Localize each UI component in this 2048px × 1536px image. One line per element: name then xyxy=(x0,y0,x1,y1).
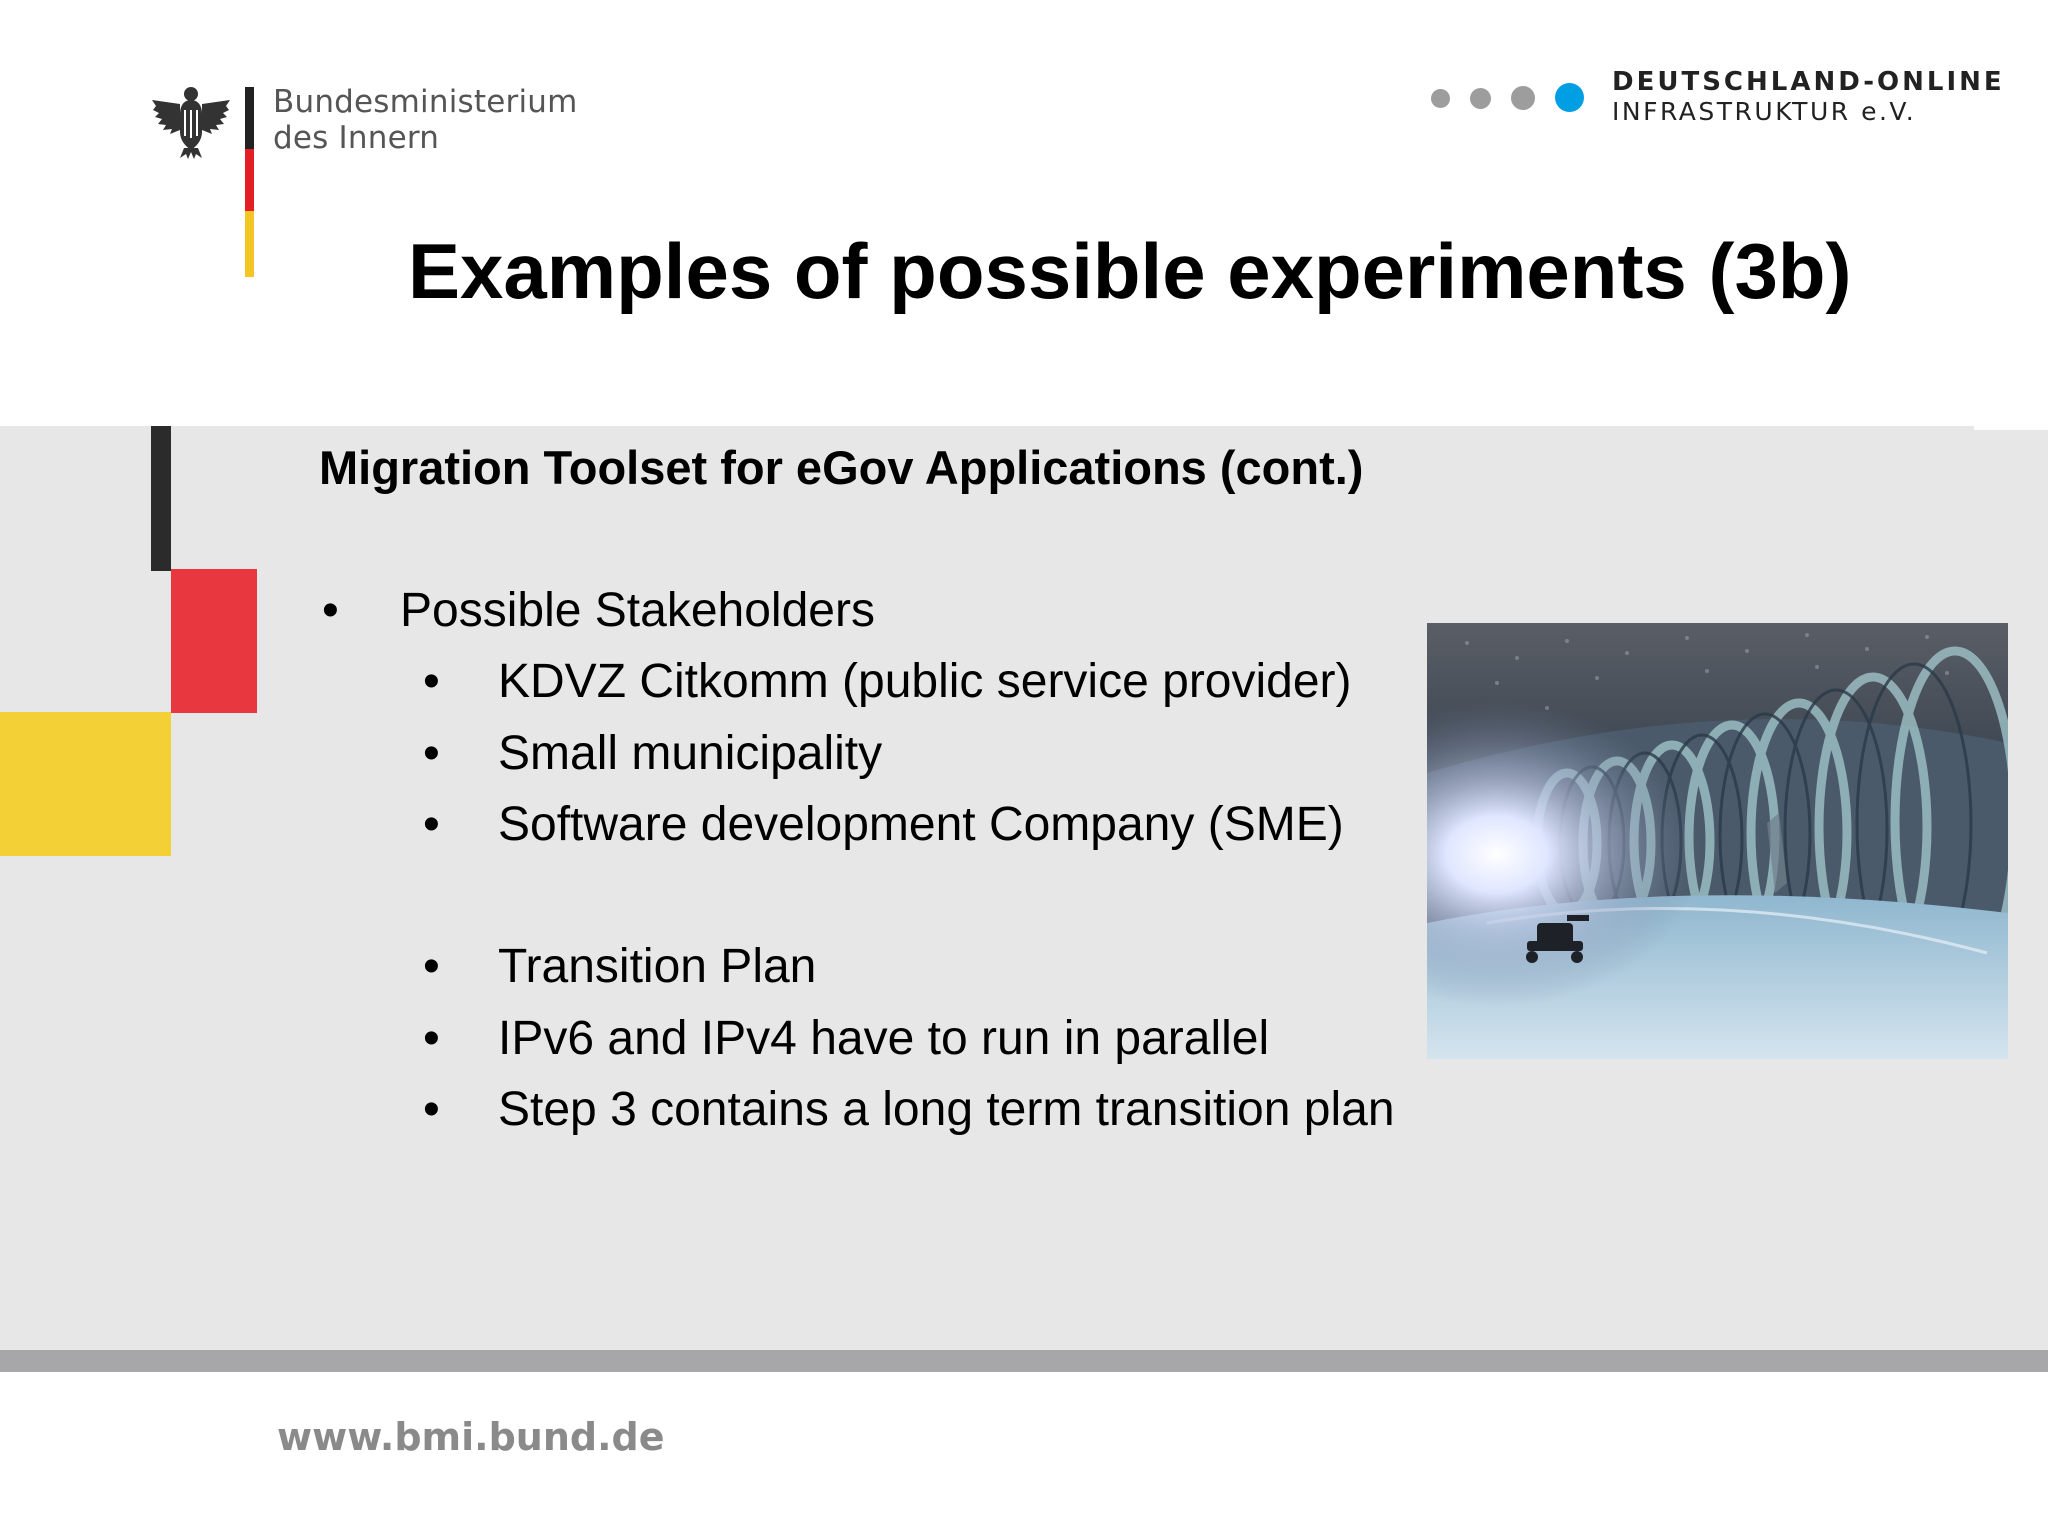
bullet-text: Transition Plan xyxy=(498,940,817,993)
logo-dot-3 xyxy=(1511,86,1535,110)
bullet-marker: • xyxy=(423,727,440,780)
section-subheading: Migration Toolset for eGov Applications (cont.) xyxy=(319,441,1364,494)
bullet-text: IPv6 and IPv4 have to run in parallel xyxy=(498,1012,1270,1065)
flag-stripe-gold xyxy=(245,211,254,277)
ministry-name-line1: Bundesministerium xyxy=(273,84,578,120)
bullet-marker: • xyxy=(423,1083,440,1136)
bullet-text: Software development Company (SME) xyxy=(498,798,1344,851)
bullet-marker: • xyxy=(423,1012,440,1065)
deco-block-black xyxy=(151,426,171,571)
footer-url: www.bmi.bund.de xyxy=(277,1415,665,1459)
deco-block-yellow xyxy=(0,712,171,856)
logo-dot-1 xyxy=(1431,89,1450,108)
bullet-marker: • xyxy=(322,584,339,637)
bullet-marker: • xyxy=(423,940,440,993)
flag-stripe-black xyxy=(245,87,254,149)
logo-dot-4 xyxy=(1555,83,1584,112)
bullet-text: Possible Stakeholders xyxy=(400,584,875,637)
bullet-text: KDVZ Citkomm (public service provider) xyxy=(498,655,1352,708)
federal-eagle-icon xyxy=(150,80,232,160)
flag-stripe-red xyxy=(245,149,254,211)
bullet-text: Small municipality xyxy=(498,727,883,780)
logo-dot-2 xyxy=(1470,88,1491,109)
deco-block-red xyxy=(171,569,257,713)
bullet-marker: • xyxy=(423,655,440,708)
bullet-text: Step 3 contains a long term transition plan xyxy=(498,1083,1395,1136)
bullet-marker: • xyxy=(423,798,440,851)
tunnel-image xyxy=(1427,623,2008,1059)
partner-logo-subtitle: INFRASTRUKTUR e.V. xyxy=(1612,97,1917,126)
partner-logo-title: DEUTSCHLAND-ONLINE xyxy=(1612,67,2005,97)
ministry-name-line2: des Innern xyxy=(273,120,440,156)
slide-title: Examples of possible experiments (3b) xyxy=(408,227,1852,315)
footer-band xyxy=(0,1350,2048,1372)
